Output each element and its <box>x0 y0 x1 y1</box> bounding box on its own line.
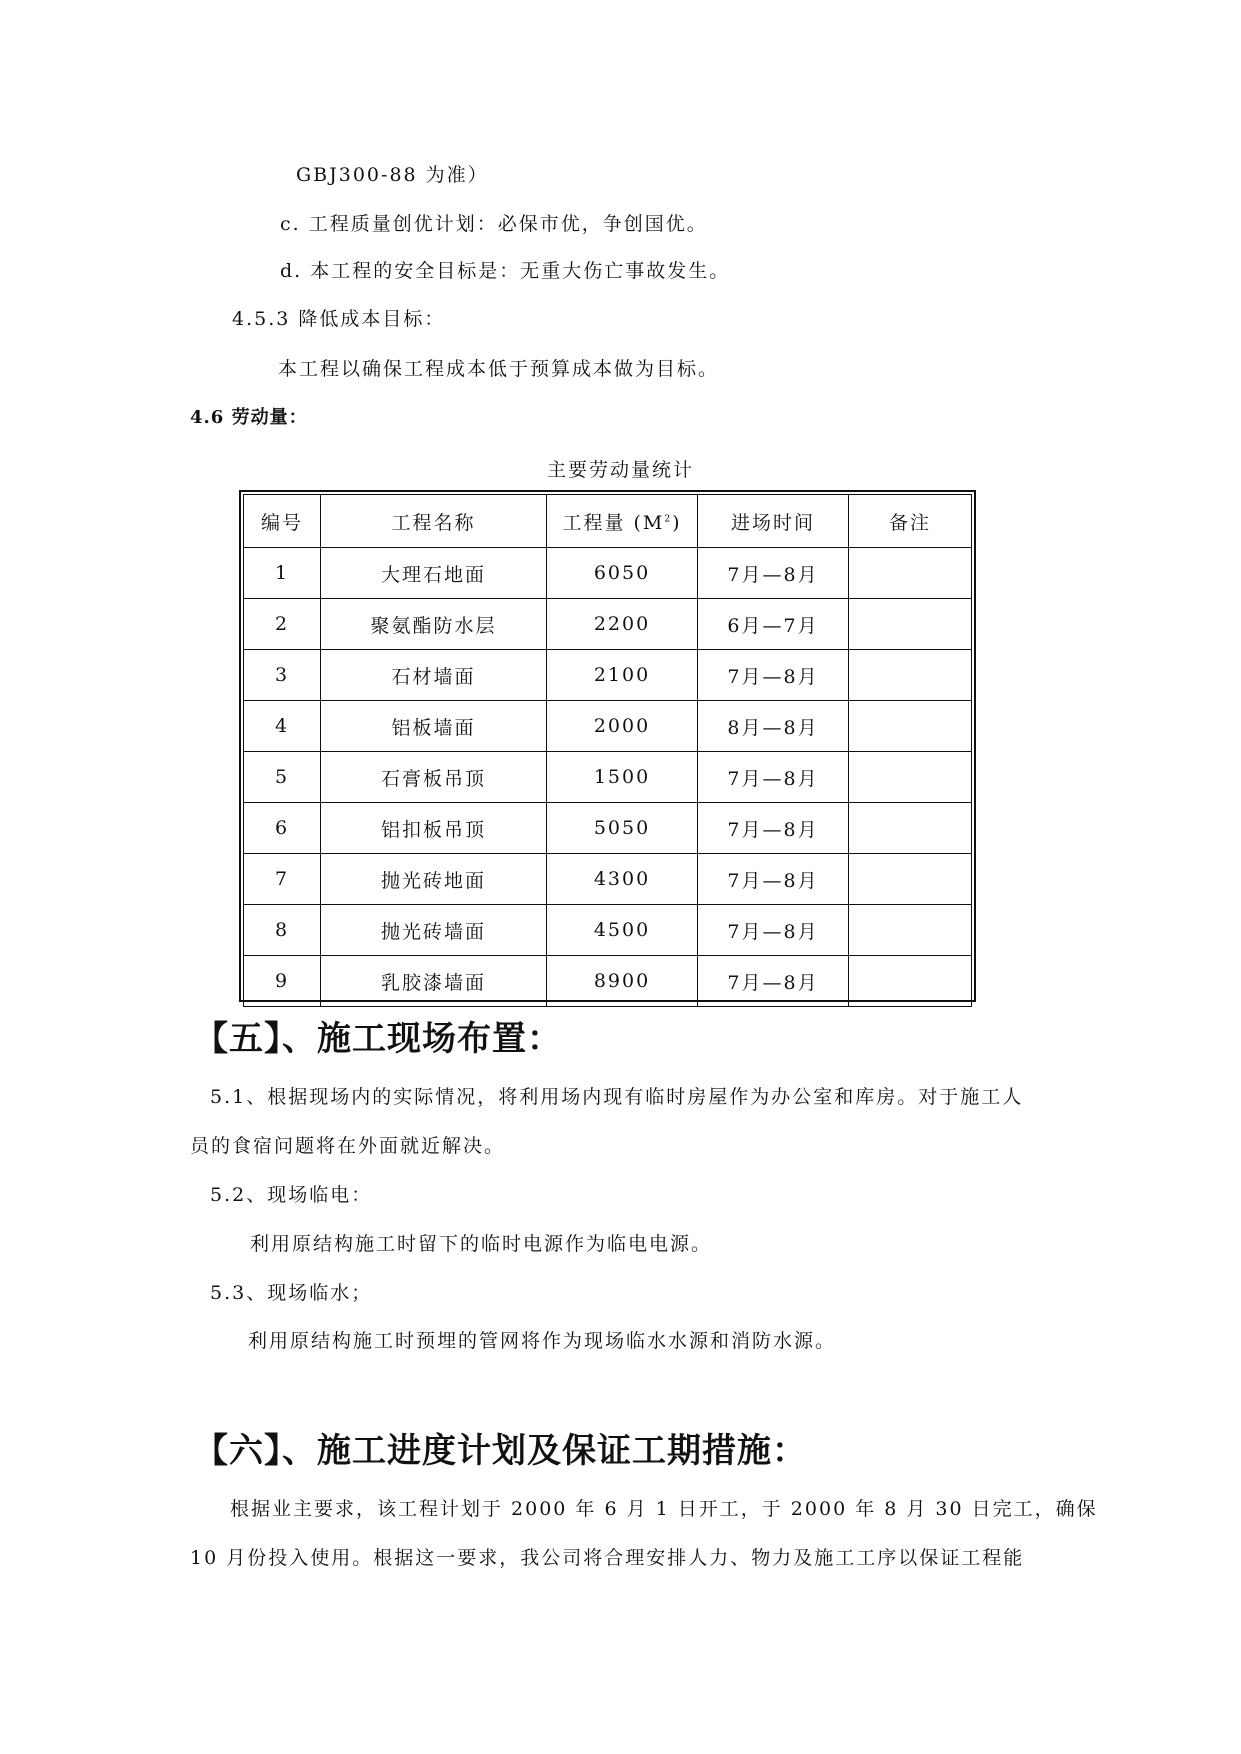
labor-table <box>239 490 976 1002</box>
cell-time: 7月—8月 <box>698 854 849 905</box>
cell-remarks <box>849 854 972 905</box>
table-header-row <box>244 495 972 548</box>
cell-quantity: 4500 <box>547 905 698 956</box>
header-number: 编号 <box>244 495 321 548</box>
paragraph-line: 5.2、现场临电： <box>210 1184 373 1206</box>
cell-quantity: 4300 <box>547 854 698 905</box>
paragraph-line: 利用原结构施工时留下的临时电源作为临电电源。 <box>250 1233 713 1255</box>
cell-remarks <box>849 803 972 854</box>
cell-quantity: 6050 <box>547 548 698 599</box>
paragraph-line: 员的食宿问题将在外面就近解决。 <box>190 1135 506 1157</box>
table-row <box>244 650 972 701</box>
cell-name: 铝扣板吊顶 <box>321 803 547 854</box>
table-row <box>244 854 972 905</box>
section-5-heading: 【五】、施工现场布置： <box>194 1019 562 1059</box>
cell-time: 7月—8月 <box>698 905 849 956</box>
cell-remarks <box>849 905 972 956</box>
cell-name: 抛光砖地面 <box>321 854 547 905</box>
cell-quantity: 1500 <box>547 752 698 803</box>
header-quantity: 工程量 $(M^2)$ <box>547 495 698 548</box>
cell-name: 抛光砖墙面 <box>321 905 547 956</box>
cell-time: 7月—8月 <box>698 548 849 599</box>
table-row <box>244 905 972 956</box>
table-row <box>244 599 972 650</box>
cell-quantity: 8900 <box>547 956 698 1007</box>
cell-number: 9 <box>244 956 321 1007</box>
paragraph-line: 5.1、根据现场内的实际情况，将利用场内现有临时房屋作为办公室和库房。对于施工人 <box>210 1086 1024 1108</box>
table-caption: 主要劳动量统计 <box>546 459 694 481</box>
header-name: 工程名称 <box>321 495 547 548</box>
cell-time: 6月—7月 <box>698 599 849 650</box>
cell-number: 6 <box>244 803 321 854</box>
cell-remarks <box>849 599 972 650</box>
section-6-heading: 【六】、施工进度计划及保证工期措施： <box>194 1431 807 1471</box>
cell-number: 8 <box>244 905 321 956</box>
paragraph-line: 5.3、现场临水； <box>210 1282 373 1304</box>
cell-remarks <box>849 752 972 803</box>
table-row <box>244 752 972 803</box>
cell-remarks <box>849 956 972 1007</box>
paragraph-line: 10 月份投入使用。根据这一要求，我公司将合理安排人力、物力及施工工序以保证工程能 <box>190 1547 1025 1569</box>
cell-time: 7月—8月 <box>698 752 849 803</box>
cell-time: 7月—8月 <box>698 650 849 701</box>
paragraph-line: 根据业主要求，该工程计划于 2000 年 6 月 1 日开工，于 2000 年 8 月 30 日完工，确保 <box>230 1498 1098 1520</box>
cell-remarks <box>849 701 972 752</box>
header-remarks: 备注 <box>849 495 972 548</box>
section-4-6-heading: 4.6 劳动量： <box>190 407 308 428</box>
cell-name: 石膏板吊顶 <box>321 752 547 803</box>
cell-name: 石材墙面 <box>321 650 547 701</box>
cell-remarks <box>849 650 972 701</box>
cell-remarks <box>849 548 972 599</box>
cell-name: 铝板墙面 <box>321 701 547 752</box>
header-entry-time: 进场时间 <box>698 495 849 548</box>
text-line: GBJ300-88 为准） <box>296 164 489 186</box>
cell-time: 7月—8月 <box>698 803 849 854</box>
paragraph-line: 利用原结构施工时预埋的管网将作为现场临水水源和消防水源。 <box>248 1330 837 1352</box>
cell-name: 乳胶漆墙面 <box>321 956 547 1007</box>
table-row <box>244 701 972 752</box>
cell-number: 2 <box>244 599 321 650</box>
text-line: c. 工程质量创优计划：必保市优，争创国优。 <box>280 213 708 235</box>
cell-time: 7月—8月 <box>698 956 849 1007</box>
text-line: 本工程以确保工程成本低于预算成本做为目标。 <box>278 358 720 380</box>
table-row <box>244 803 972 854</box>
cell-quantity: 2200 <box>547 599 698 650</box>
cell-quantity: 2100 <box>547 650 698 701</box>
cell-number: 4 <box>244 701 321 752</box>
cell-name: 聚氨酯防水层 <box>321 599 547 650</box>
text-line: d. 本工程的安全目标是：无重大伤亡事故发生。 <box>280 260 731 282</box>
cell-number: 3 <box>244 650 321 701</box>
table-row <box>244 548 972 599</box>
cell-number: 1 <box>244 548 321 599</box>
cell-time: 8月—8月 <box>698 701 849 752</box>
cell-quantity: 5050 <box>547 803 698 854</box>
subsection-heading: 4.5.3 降低成本目标： <box>232 308 446 330</box>
cell-number: 5 <box>244 752 321 803</box>
cell-quantity: 2000 <box>547 701 698 752</box>
cell-number: 7 <box>244 854 321 905</box>
cell-name: 大理石地面 <box>321 548 547 599</box>
table-row <box>244 956 972 1007</box>
